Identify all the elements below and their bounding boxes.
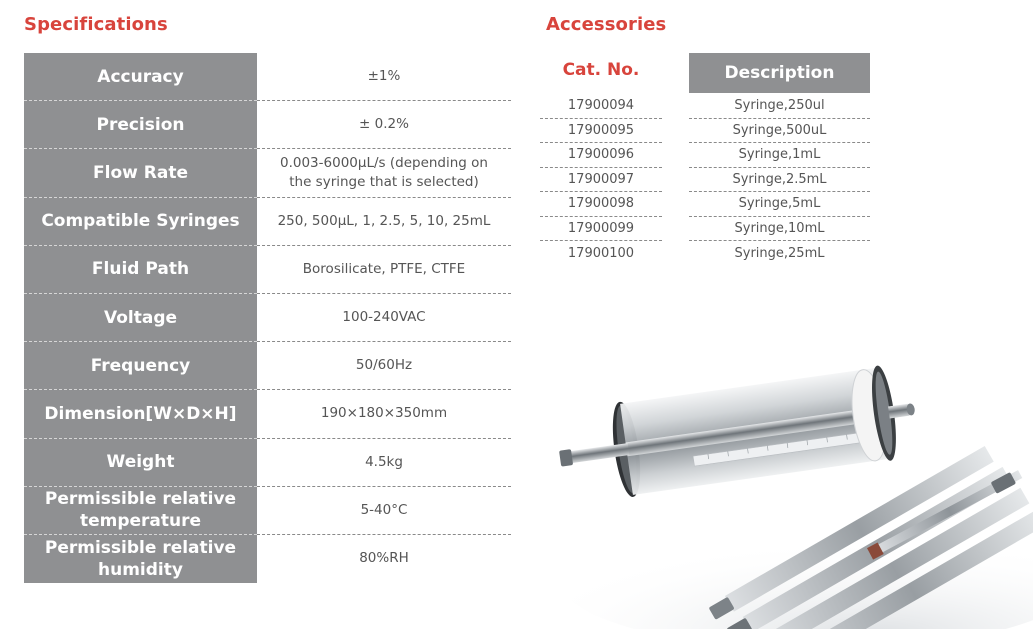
accessory-description: Syringe,500uL [689, 119, 870, 144]
accessories-table [540, 94, 870, 266]
spec-value: 0.003-6000µL/s (depending on the syringe that is selected) [257, 149, 511, 197]
specifications-heading: Specifications [24, 14, 168, 35]
spec-value: 5-40°C [257, 487, 511, 535]
accessory-row [540, 143, 870, 168]
spec-row [24, 487, 511, 535]
spec-row [24, 535, 511, 583]
accessories-col-cat-header: Cat. No. [562, 60, 640, 80]
spec-label: Fluid Path [24, 246, 257, 294]
accessory-description: Syringe,10mL [689, 217, 870, 242]
accessory-row [540, 241, 870, 266]
spec-row [24, 439, 511, 487]
accessory-description: Syringe,1mL [689, 143, 870, 168]
spec-value: 190×180×350mm [257, 390, 511, 438]
spec-value: ±1% [257, 53, 511, 101]
accessory-row [540, 94, 870, 119]
accessory-cat-no: 17900096 [540, 143, 662, 168]
accessory-description: Syringe,25mL [734, 245, 825, 261]
spec-label: Accuracy [24, 53, 257, 101]
accessory-description: Syringe,2.5mL [689, 168, 870, 193]
accessory-description: Syringe,250ul [689, 94, 870, 119]
syringe-photo [530, 320, 1033, 629]
spec-label: Permissible relative temperature [24, 487, 257, 535]
spec-label: Precision [24, 101, 257, 149]
spec-label: Flow Rate [24, 149, 257, 197]
spec-row [24, 149, 511, 197]
accessory-row [540, 119, 870, 144]
spec-value: 250, 500µL, 1, 2.5, 5, 10, 25mL [257, 198, 511, 246]
spec-label: Frequency [24, 342, 257, 390]
accessory-row [540, 168, 870, 193]
spec-row [24, 390, 511, 438]
spec-row [24, 101, 511, 149]
specifications-table [24, 53, 511, 583]
accessory-cat-no: 17900097 [540, 168, 662, 193]
spec-label: Permissible relative humidity [24, 535, 257, 583]
accessory-cat-no: 17900100 [567, 245, 635, 261]
accessory-row [540, 192, 870, 217]
spec-row [24, 342, 511, 390]
accessory-cat-no: 17900099 [540, 217, 662, 242]
spec-value: Borosilicate, PTFE, CTFE [257, 246, 511, 294]
accessory-description: Syringe,5mL [689, 192, 870, 217]
spec-row [24, 294, 511, 342]
accessories-col-desc-header: Description [689, 53, 870, 93]
spec-label: Dimension[W×D×H] [24, 390, 257, 438]
spec-row [24, 198, 511, 246]
accessory-row [540, 217, 870, 242]
accessory-cat-no: 17900094 [540, 94, 662, 119]
spec-label: Weight [24, 439, 257, 487]
spec-value: ± 0.2% [257, 101, 511, 149]
spec-value: 80%RH [359, 550, 409, 567]
spec-row [24, 53, 511, 101]
spec-value: 50/60Hz [257, 342, 511, 390]
spec-row [24, 246, 511, 294]
accessory-cat-no: 17900098 [540, 192, 662, 217]
spec-label: Voltage [24, 294, 257, 342]
spec-value: 4.5kg [257, 439, 511, 487]
spec-value: 100-240VAC [257, 294, 511, 342]
accessory-cat-no: 17900095 [540, 119, 662, 144]
spec-label: Compatible Syringes [24, 198, 257, 246]
accessories-heading: Accessories [546, 14, 667, 35]
